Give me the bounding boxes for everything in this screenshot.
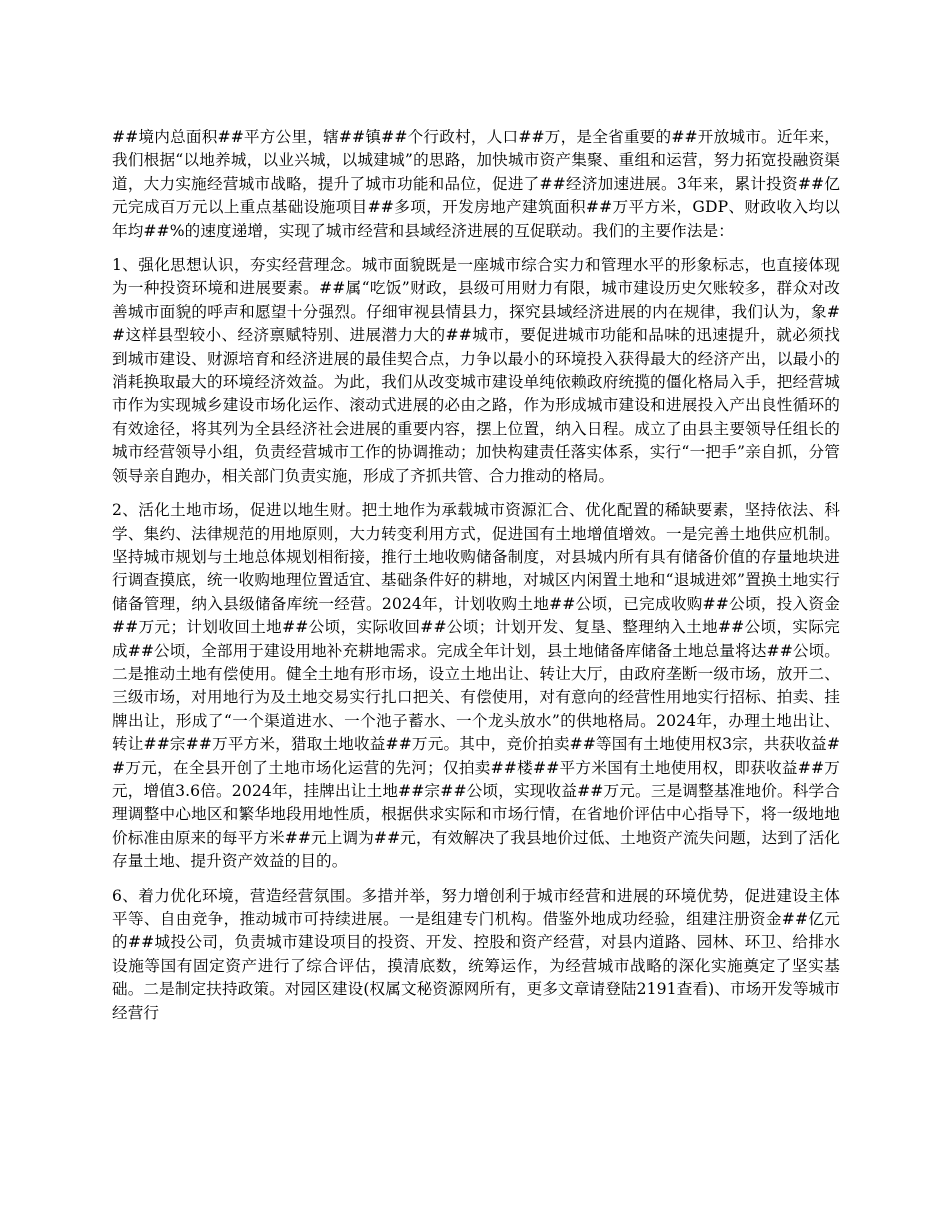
paragraph-section-1: 1、强化思想认识，夯实经营理念。城市面貌既是一座城市综合实力和管理水平的形象标志，也直接体现为一种投资环境和进展要素。##属“吃饭”财政，县级可用财力有限，城市建设历史欠账较多，群众对改善城市面貌的呼声和愿望十分强烈。仔细审视县情县力，探究县域经济进展的内在规律，我们认为，象##这样县型较小、经济禀赋特别、进展潜力大的##城市，要促进城市功能和品味的迅速提升，就必须找到城市建设、财源培育和经济进展的最佳契合点，力争以最小的环境投入获得最大的经济产出，以最小的消耗换取最大的环境经济效益。为此，我们从改变城市建设单纯依赖政府统揽的僵化格局入手，把经营城市作为实现城乡建设市场化运作、滚动式进展的必由之路，作为形成城市建设和进展投入产出良性循环的有效途径，将其列为全县经济社会进展的重要内容，摆上位置，纳入日程。成立了由县主要领导任组长的城市经营领导小组，负责经营城市工作的协调推动；加快构建责任落实体系，实行“一把手”亲自抓，分管领导亲自跑办，相关部门负责实施，形成了齐抓共管、合力推动的格局。 bbox=[112, 256, 840, 485]
paragraph-intro: ##境内总面积##平方公里，辖##镇##个行政村，人口##万，是全省重要的##开放城市。近年来，我们根据“以地养城，以业兴城，以城建城”的思路，加快城市资产集聚、重组和运营，努力拓宽投融资渠道，大力实施经营城市战略，提升了城市功能和品位，促进了##经济加速进展。3年来，累计投资##亿元完成百万元以上重点基础设施项目##多项，开发房地产建筑面积##万平方米，GDP、财政收入均以年均##%的速度递增，实现了城市经营和县域经济进展的互促联动。我们的主要作法是： bbox=[112, 128, 840, 240]
document-body bbox=[112, 126, 840, 1036]
paragraph-section-6: 6、着力优化环境，营造经营氛围。多措并举，努力增创利于城市经营和进展的环境优势，促进建设主体平等、自由竞争，推动城市可持续进展。一是组建专门机构。借鉴外地成功经验，组建注册资金##亿元的##城投公司，负责城市建设项目的投资、开发、控股和资产经营，对县内道路、园林、环卫、给排水设施等国有固定资产进行了综合评估，摸清底数，统筹运作，为经营城市战略的深化实施奠定了坚实基础。二是制定扶持政策。对园区建设(权属文秘资源网所有，更多文章请登陆2191查看)、市场开发等城市经营行 bbox=[112, 886, 840, 1022]
paragraph-section-2: 2、活化土地市场，促进以地生财。把土地作为承载城市资源汇合、优化配置的稀缺要素，坚持依法、科学、集约、法律规范的用地原则，大力转变利用方式，促进国有土地增值增效。一是完善土地供应机制。坚持城市规划与土地总体规划相衔接，推行土地收购储备制度，对县城内所有具有储备价值的存量地块进行调查摸底，统一收购地理位置适宜、基础条件好的耕地，对城区内闲置土地和“退城进郊”置换土地实行储备管理，纳入县级储备库统一经营。2024年，计划收购土地##公顷，已完成收购##公顷，投入资金##万元；计划收回土地##公顷，实际收回##公顷；计划开发、复垦、整理纳入土地##公顷，实际完成##公顷，全部用于建设用地补充耕地需求。完成全年计划，县土地储备库储备土地总量将达##公顷。二是推动土地有偿使用。健全土地有形市场，设立土地出让、转让大厅，由政府垄断一级市场，放开二、三级市场，对用地行为及土地交易实行扎口把关、有偿使用，对有意向的经营性用地实行招标、拍卖、挂牌出让，形成了“一个渠道进水、一个池子蓄水、一个龙头放水”的供地格局。2024年，办理土地出让、转让##宗##万平方米，猎取土地收益##万元。其中，竞价拍卖##等国有土地使用权3宗，共获收益##万元，在全县开创了土地市场化运营的先河；仅拍卖##楼##平方米国有土地使用权，即获收益##万元，增值3.6倍。2024年，挂牌出让土地##宗##公顷，实现收益##万元。三是调整基准地价。科学合理调整中心地区和繁华地段用地性质，根据供求实际和市场行情，在省地价评估中心指导下，将一级地地价标准由原来的每平方米##元上调为##元，有效解决了我县地价过低、土地资产流失问题，达到了活化存量土地、提升资产效益的目的。 bbox=[112, 501, 840, 871]
